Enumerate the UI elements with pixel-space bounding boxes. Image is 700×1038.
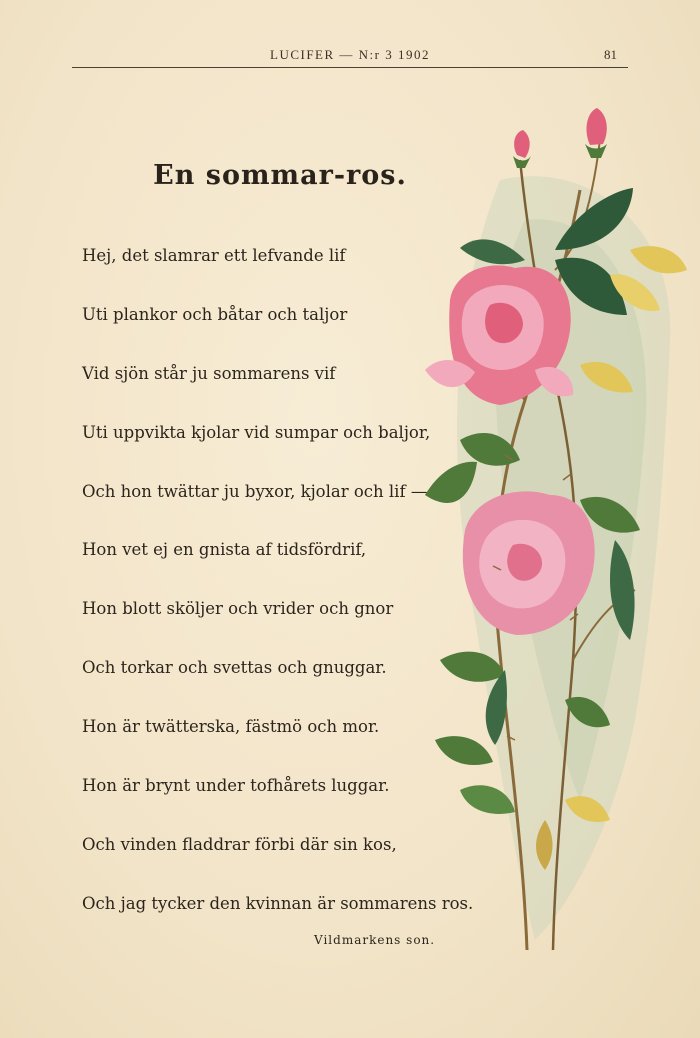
poem-line: Hon blott sköljer och vrider och gnor: [82, 599, 394, 619]
poem-line: Hon är twätterska, fästmö och mor.: [82, 717, 380, 737]
poem-line: Hej, det slamrar ett lefvande lif: [82, 246, 346, 265]
poem-title: En sommar-ros.: [153, 160, 407, 191]
poem-line: Och vinden fladdrar förbi där sin kos,: [82, 834, 397, 854]
page-number: 81: [604, 47, 617, 62]
poem-line: Och torkar och svettas och gnuggar.: [82, 658, 387, 678]
author-signature: Vildmarkens son.: [314, 933, 436, 947]
header-rule: [72, 67, 628, 68]
poem-line: Hon är brynt under tofhårets luggar.: [82, 776, 390, 796]
poem-line: Uti uppvikta kjolar vid sumpar och baljor,: [82, 422, 431, 442]
running-header: LUCIFER — N:r 3 1902: [270, 47, 430, 62]
poem-line: Och hon twättar ju byxor, kjolar och lif —: [82, 481, 428, 501]
rose-bouquet-illustration: [405, 100, 700, 960]
poem-line: Och jag tycker den kvinnan är sommarens ros.: [82, 893, 474, 913]
poem-line: Uti plankor och båtar och taljor: [82, 304, 348, 324]
poem-line: Vid sjön står ju sommarens vif: [82, 363, 336, 383]
poem-line: Hon vet ej en gnista af tidsfördrif,: [82, 540, 367, 560]
upper-rose: [425, 265, 573, 405]
